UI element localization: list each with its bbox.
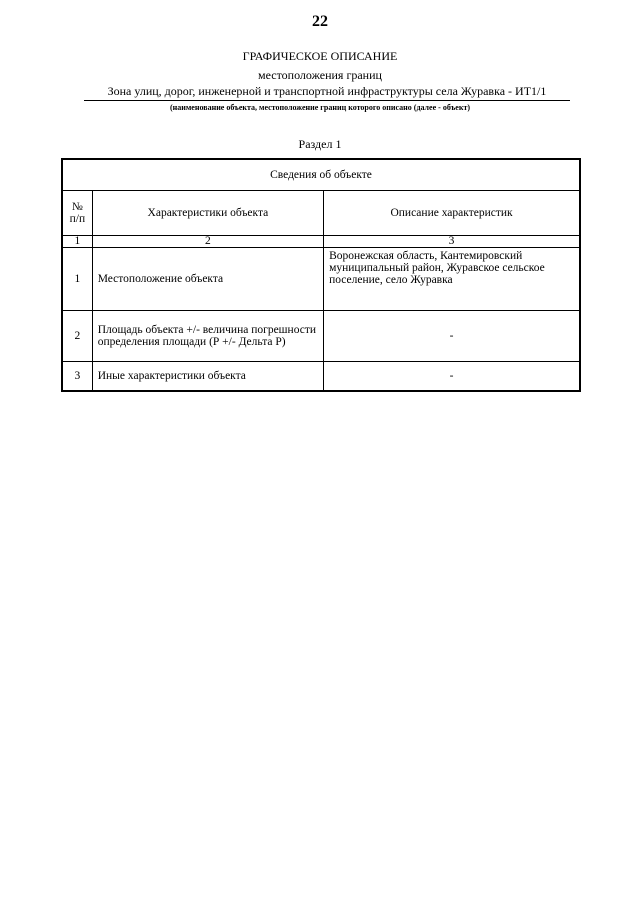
column-number-cell: 2 (92, 236, 323, 248)
table-row (62, 362, 580, 392)
column-header-description: Описание характеристик (324, 191, 580, 236)
row-description: Воронежская область, Кантемировский муниципальный район, Журавское сельское поселение, село Журавка (324, 248, 580, 311)
object-name: Зона улиц, дорог, инженерной и транспортной инфраструктуры села Журавка - ИТ1/1 (84, 84, 570, 101)
column-number-cell: 1 (62, 236, 92, 248)
row-characteristic: Местоположение объекта (92, 248, 323, 311)
table-row (62, 311, 580, 362)
row-description: - (324, 311, 580, 362)
row-number: 3 (62, 362, 92, 392)
column-header-characteristic: Характеристики объекта (92, 191, 323, 236)
row-characteristic: Площадь объекта +/- величина погрешности определения площади (Р +/- Дельта Р) (92, 311, 323, 362)
row-description: - (324, 362, 580, 392)
document-title: ГРАФИЧЕСКОЕ ОПИСАНИЕ (242, 49, 398, 63)
document-subtitle: местоположения границ (258, 68, 382, 82)
row-characteristic: Иные характеристики объекта (92, 362, 323, 392)
table-caption: Сведения об объекте (62, 159, 580, 191)
page-number: 22 (312, 13, 328, 30)
object-name-note: (наименование объекта, местоположение границ которого описано (далее - объект) (169, 103, 471, 112)
object-info-table (61, 158, 581, 392)
row-number: 2 (62, 311, 92, 362)
column-header-number (62, 191, 92, 236)
table-row (62, 248, 580, 311)
column-header-number-sign: № (71, 201, 83, 213)
row-number: 1 (62, 248, 92, 311)
column-number-cell: 3 (324, 236, 580, 248)
section-label: Раздел 1 (298, 137, 342, 151)
column-header-number-pp: п/п (69, 213, 86, 225)
